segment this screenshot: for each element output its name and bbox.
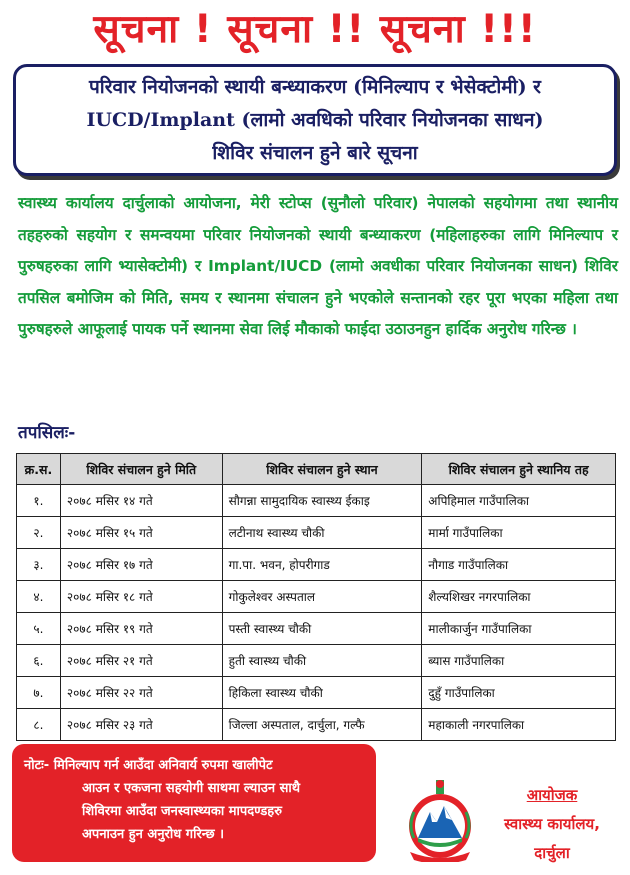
cell-sn: ८.	[17, 709, 61, 741]
nepal-government-emblem-icon	[404, 778, 476, 862]
table-row	[17, 549, 616, 581]
cell-venue: हुती स्वास्थ्य चौकी	[222, 645, 422, 677]
cell-venue: सौगन्ना सामुदायिक स्वास्थ्य ईकाइ	[222, 485, 422, 517]
intro-paragraph: स्वास्थ्य कार्यालय दार्चुलाको आयोजना, मेरी स्टोप्स (सुनौलो परिवार) नेपालको सहयोगमा तथा स्थानीय तहहरुको सहयोग र समन्वयमा परिवार नियोजनको स्थायी बन्ध्याकरण (महिलाहरुका लागि मिनिल्याप र पुरुषहरुका लागि भ्यासेक्टोमी) र Implant/IUCD (लामो अवधीका परिवार नियोजनका साधन) शिविर तपसिल बमोजिम को मिति, समय र स्थानमा संचालन हुने भएकोले सन्तानको रहर पूरा भएका महिला तथा पुरुषहरुले आफूलाई पायक पर्ने स्थानमा सेवा लिई मौकाको फाईदा उठाउनहुन हार्दिक अनुरोध गरिन्छ ।	[18, 194, 618, 338]
note-line-1: मिनिल्याप गर्न आउँदा अनिवार्य रुपमा खालीपेट	[53, 758, 273, 773]
cell-sn: १.	[17, 485, 61, 517]
col-header-sn: क्र.स.	[17, 454, 61, 485]
cell-venue: गा.पा. भवन, होपरीगाड	[222, 549, 422, 581]
table-row	[17, 677, 616, 709]
cell-sn: ३.	[17, 549, 61, 581]
schedule-table	[16, 453, 616, 741]
cell-venue: गोकुलेश्वर अस्पताल	[222, 581, 422, 613]
table-row	[17, 485, 616, 517]
note-line-3: शिविरमा आउँदा जनस्वास्थ्यका मापदण्डहरु	[82, 804, 282, 819]
col-header-local-level: शिविर संचालन हुने स्थानिय तह	[422, 454, 616, 485]
table-row	[17, 613, 616, 645]
cell-date: २०७८ मसिर २१ गते	[60, 645, 222, 677]
table-header-row	[17, 454, 616, 485]
col-header-venue: शिविर संचालन हुने स्थान	[222, 454, 422, 485]
note-box	[12, 744, 376, 862]
title-line-3: शिविर संचालन हुने बारे सूचना	[212, 141, 418, 164]
cell-sn: २.	[17, 517, 61, 549]
cell-sn: ७.	[17, 677, 61, 709]
schedule-label: तपसिलः-	[18, 423, 76, 443]
notice-heading: सूचना ! सूचना !! सूचना !!!	[93, 7, 537, 52]
note-line-2: आउन र एकजना सहयोगी साथमा ल्याउन साथै	[82, 781, 301, 796]
cell-date: २०७८ मसिर १८ गते	[60, 581, 222, 613]
cell-venue: जिल्ला अस्पताल, दार्चुला, गल्फै	[222, 709, 422, 741]
table-row	[17, 645, 616, 677]
note-label: नोटः-	[24, 758, 50, 773]
table-row	[17, 581, 616, 613]
organizer-name: स्वास्थ्य कार्यालय,	[504, 815, 600, 833]
cell-local-level: दुहुँ गाउँपालिका	[422, 677, 616, 709]
cell-venue: पस्ती स्वास्थ्य चौकी	[222, 613, 422, 645]
cell-date: २०७८ मसिर १४ गते	[60, 485, 222, 517]
table-row	[17, 517, 616, 549]
cell-venue: लटीनाथ स्वास्थ्य चौकी	[222, 517, 422, 549]
cell-local-level: ब्यास गाउँपालिका	[422, 645, 616, 677]
cell-date: २०७८ मसिर १७ गते	[60, 549, 222, 581]
table-row	[17, 709, 616, 741]
organizer-label: आयोजक	[526, 786, 578, 804]
col-header-date: शिविर संचालन हुने मिति	[60, 454, 222, 485]
title-line-1: परिवार नियोजनको स्थायी बन्ध्याकरण (मिनिल्याप र भेसेक्टोमी) र	[89, 75, 541, 98]
organizer-block	[486, 781, 618, 868]
cell-date: २०७८ मसिर २३ गते	[60, 709, 222, 741]
cell-sn: ५.	[17, 613, 61, 645]
cell-sn: ४.	[17, 581, 61, 613]
cell-local-level: मालीकार्जुन गाउँपालिका	[422, 613, 616, 645]
cell-local-level: मार्मा गाउँपालिका	[422, 517, 616, 549]
cell-venue: हिकिला स्वास्थ्य चौकी	[222, 677, 422, 709]
organizer-place: दार्चुला	[534, 844, 570, 862]
cell-date: २०७८ मसिर १९ गते	[60, 613, 222, 645]
cell-date: २०७८ मसिर २२ गते	[60, 677, 222, 709]
cell-local-level: शैल्यशिखर नगरपालिका	[422, 581, 616, 613]
cell-local-level: महाकाली नगरपालिका	[422, 709, 616, 741]
cell-date: २०७८ मसिर १५ गते	[60, 517, 222, 549]
cell-local-level: अपिहिमाल गाउँपालिका	[422, 485, 616, 517]
title-box	[13, 64, 617, 176]
note-line-4: अपनाउन हुन अनुरोध गरिन्छ ।	[82, 827, 225, 842]
title-line-2: IUCD/Implant (लामो अवधिको परिवार नियोजनका साधन)	[86, 108, 544, 131]
cell-sn: ६.	[17, 645, 61, 677]
cell-local-level: नौगाड गाउँपालिका	[422, 549, 616, 581]
